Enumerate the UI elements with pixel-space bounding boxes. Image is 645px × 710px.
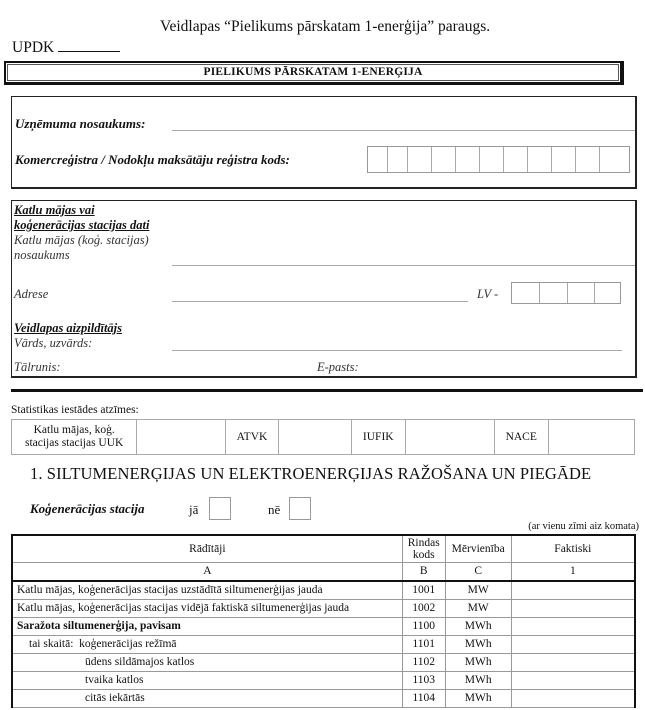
row-unit: MWh [445,617,511,635]
cogen-no-checkbox[interactable] [289,497,311,520]
filler-name-label: Vārds, uzvārds: [14,336,93,350]
row-indicator: tvaika katlos [12,671,402,689]
company-section [11,96,637,189]
updk-field [12,37,120,57]
station-name-input[interactable] [172,265,635,266]
station-name-label-line1: Katlu mājas (koģ. stacijas) [14,233,149,247]
section-1-title: 1. SILTUMENERĢIJAS UN ELEKTROENERĢIJAS RAŽOŠANA UN PIEGĀDE [30,464,592,483]
cogen-yes-checkbox[interactable] [209,497,231,520]
nace-value[interactable] [548,420,634,455]
row-actual-input[interactable] [511,581,635,600]
row-indicator: Saražota siltumenerģija, pavisam [12,617,402,635]
table-row [12,689,635,707]
stats-office-label: Statistikas iestādes atzīmes: [11,404,139,416]
table-letter-row [12,562,635,581]
table-row [12,581,635,600]
uuk-label-line2: stacijas stacijas UUK [24,437,124,449]
row-unit: MW [445,599,511,617]
register-digit[interactable] [576,147,600,172]
row-code: 1001 [402,581,445,600]
register-digit[interactable] [504,147,528,172]
header-row-code-line1: Rindas [407,536,440,549]
company-name-input[interactable] [172,130,635,131]
atvk-label: ATVK [225,420,279,455]
register-digit[interactable] [480,147,504,172]
uuk-label-line1: Katlu mājas, koģ. [33,424,115,436]
row-actual-input[interactable] [511,653,635,671]
production-table [11,534,636,708]
precision-note: (ar vienu zīmi aiz komata) [528,521,639,532]
postal-digit[interactable] [568,283,596,303]
register-digit[interactable] [456,147,480,172]
iufik-value[interactable] [405,420,494,455]
register-code-label: Komercreģistra / Nodokļu maksātāju reģistra kods: [15,152,290,167]
row-code: 1104 [402,689,445,707]
row-indicator: citās iekārtās [12,689,402,707]
stats-office-table [11,419,635,455]
row-actual-input[interactable] [511,599,635,617]
station-heading-line1: Katlu mājas vai [14,203,95,217]
register-code-input[interactable] [367,146,630,173]
updk-input[interactable] [58,37,120,52]
letter-row-code: B [402,562,445,581]
nace-label: NACE [494,420,548,455]
row-indicator: ūdens sildāmajos katlos [12,653,402,671]
row-code: 1102 [402,653,445,671]
letter-actual: 1 [511,562,635,581]
letter-unit: C [445,562,511,581]
header-indicator: Rādītāji [12,535,402,562]
register-digit[interactable] [528,147,552,172]
form-title: PIELIKUMS PĀRSKATAM 1-ENERĢIJA [4,61,624,85]
table-row [12,617,635,635]
cogen-yes-label: jā [189,502,199,517]
row-code: 1100 [402,617,445,635]
postal-prefix: LV - [477,287,499,301]
updk-label: UPDK [12,39,55,56]
row-unit: MW [445,581,511,600]
postal-digit[interactable] [595,283,620,303]
row-code: 1101 [402,635,445,653]
row-unit: MWh [445,653,511,671]
email-label: E-pasts: [317,360,359,374]
header-actual: Faktiski [511,535,635,562]
address-label: Adrese [14,287,49,301]
row-unit: MWh [445,671,511,689]
section-divider [11,389,643,392]
company-name-label: Uzņēmuma nosaukums: [15,116,146,131]
uuk-value[interactable] [137,420,225,455]
register-digit[interactable] [368,147,388,172]
table-row [12,599,635,617]
cogen-station-label: Koģenerācijas stacija [30,501,145,516]
postal-digit[interactable] [512,283,540,303]
station-name-label-line2: nosaukums [14,248,70,262]
row-code: 1002 [402,599,445,617]
register-digit[interactable] [432,147,456,172]
table-row [12,635,635,653]
row-actual-input[interactable] [511,635,635,653]
letter-indicator: A [12,562,402,581]
iufik-label: IUFIK [351,420,405,455]
register-digit[interactable] [552,147,576,172]
address-input[interactable] [172,301,468,302]
register-digit[interactable] [408,147,432,172]
row-indicator: Katlu mājas, koģenerācijas stacijas vidējā faktiskā siltumenerģijas jauda [12,599,402,617]
header-row-code-line2: kods [412,548,435,561]
row-actual-input[interactable] [511,689,635,707]
postal-code-input[interactable] [511,282,621,304]
uuk-label [12,420,137,455]
table-row [12,671,635,689]
header-unit: Mērvienība [445,535,511,562]
row-unit: MWh [445,689,511,707]
row-indicator-text: koģenerācijas režīmā [79,637,177,650]
atvk-value[interactable] [279,420,352,455]
row-actual-input[interactable] [511,671,635,689]
register-digit[interactable] [600,147,623,172]
row-unit: MWh [445,635,511,653]
filler-heading: Veidlapas aizpildītājs [14,321,123,335]
register-digit[interactable] [388,147,408,172]
postal-digit[interactable] [540,283,568,303]
row-indicator: Katlu mājas, koģenerācijas stacijas uzstādītā siltumenerģijas jauda [12,581,402,600]
form-sample-caption: Veidlapas “Pielikums pārskatam 1-enerģija” paraugs. [160,18,491,35]
row-code: 1103 [402,671,445,689]
table-header-row [12,535,635,562]
header-row-code [402,535,445,562]
filler-name-input[interactable] [172,350,622,351]
station-heading-line2: koģenerācijas stacijas dati [14,218,150,232]
row-indicator [12,635,402,653]
row-indicator-prefix: tai skaitā: [29,637,74,650]
table-row [12,653,635,671]
cogen-no-label: nē [268,502,281,517]
row-actual-input[interactable] [511,617,635,635]
phone-label: Tālrunis: [14,360,61,374]
